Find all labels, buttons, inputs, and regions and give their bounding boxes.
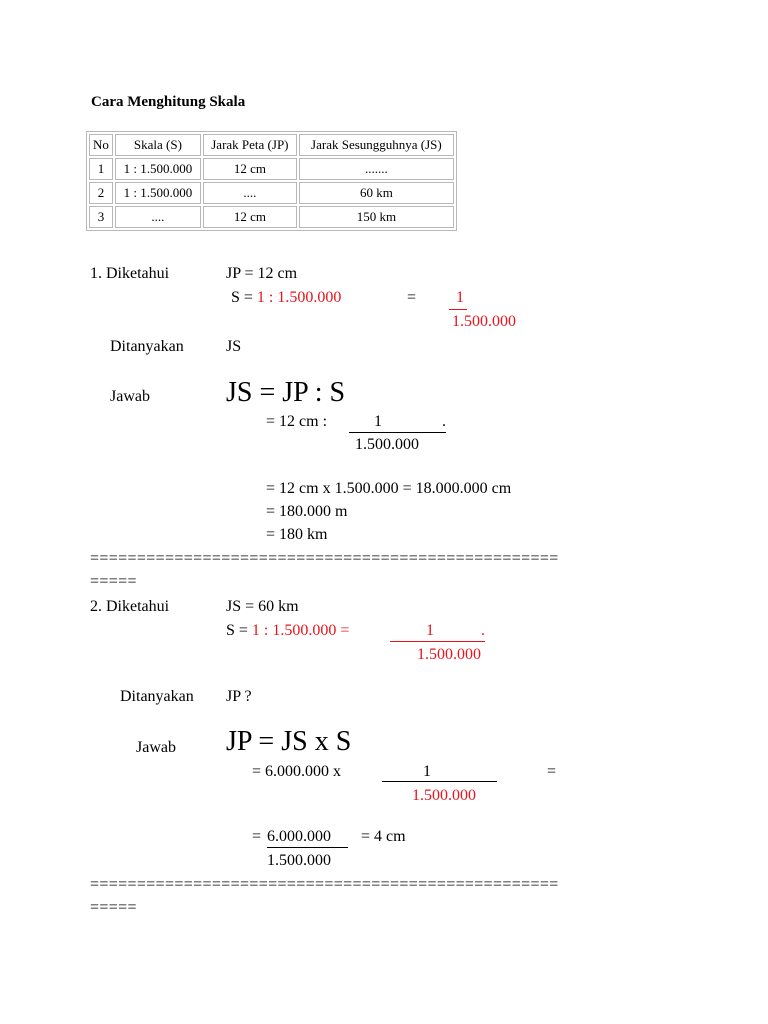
- p1-step1-den: 1.500.000: [355, 436, 419, 453]
- p2-asked: JP ?: [226, 688, 252, 705]
- p1-label-jawab: Jawab: [110, 388, 150, 405]
- scale-table: [86, 131, 457, 231]
- p1-s-value: 1 : 1.500.000: [256, 289, 342, 306]
- p2-frac-den: 1.500.000: [417, 646, 481, 663]
- table-cell: 3: [89, 206, 113, 228]
- table-cell: .......: [299, 158, 454, 180]
- p2-step2-den: 1.500.000: [267, 852, 331, 869]
- p2-step1-num: 1: [423, 763, 431, 780]
- p1-asked: JS: [226, 338, 242, 355]
- separator-2a: ==================================================: [90, 876, 559, 893]
- separator-1a: ==================================================: [90, 550, 559, 567]
- p2-label-ditanyakan: Ditanyakan: [120, 688, 194, 705]
- page-title: Cara Menghitung Skala: [91, 94, 246, 110]
- p1-s-line: [231, 289, 341, 307]
- p1-formula: JS = JP : S: [226, 377, 346, 408]
- p1-step1-dot: .: [442, 413, 446, 430]
- p1-step1-num: 1: [374, 413, 382, 430]
- p2-step1-prefix: = 6.000.000 x: [252, 763, 342, 780]
- p2-s-value: 1 : 1.500.000 =: [251, 622, 350, 639]
- p2-step2-result: = 4 cm: [361, 828, 406, 845]
- table-row: [89, 206, 454, 228]
- p1-s-prefix: S =: [231, 289, 257, 306]
- table-cell: 1 : 1.500.000: [115, 182, 201, 204]
- p1-step3: = 180.000 m: [266, 503, 348, 520]
- p2-js-given: JS = 60 km: [226, 598, 299, 615]
- table-row: [89, 182, 454, 204]
- table-cell: 60 km: [299, 182, 454, 204]
- table-header-row: [89, 134, 454, 156]
- table-cell: ....: [115, 206, 201, 228]
- p2-frac-bar: [390, 641, 485, 642]
- p2-s-prefix: S =: [226, 622, 252, 639]
- table-cell: 12 cm: [203, 206, 297, 228]
- p1-jp-given: JP = 12 cm: [226, 265, 298, 282]
- p2-step1-eq: =: [547, 763, 557, 780]
- table-row: [89, 158, 454, 180]
- table-cell: 1 : 1.500.000: [115, 158, 201, 180]
- table-cell: ....: [203, 182, 297, 204]
- table-cell: 150 km: [299, 206, 454, 228]
- table-cell: 1: [89, 158, 113, 180]
- p1-frac-den: 1.500.000: [452, 313, 516, 330]
- p1-step2: = 12 cm x 1.500.000 = 18.000.000 cm: [266, 480, 512, 497]
- p2-formula: JP = JS x S: [226, 726, 352, 757]
- header-jarak-sesungguhnya: Jarak Sesungguhnya (JS): [299, 134, 454, 156]
- p2-label-jawab: Jawab: [136, 739, 176, 756]
- header-skala: Skala (S): [115, 134, 201, 156]
- p1-step4: = 180 km: [266, 526, 328, 543]
- p2-frac-dot: .: [481, 622, 485, 639]
- p1-step1-prefix: = 12 cm :: [266, 413, 328, 430]
- p2-step2-num: 6.000.000: [267, 828, 331, 845]
- p1-frac-num: 1: [456, 289, 464, 306]
- header-jarak-peta: Jarak Peta (JP): [203, 134, 297, 156]
- separator-2b: =====: [90, 899, 137, 916]
- p1-label-ditanyakan: Ditanyakan: [110, 338, 184, 355]
- p2-step2-bar: [267, 847, 348, 848]
- p2-step1-bar: [382, 781, 497, 782]
- p2-step1-den: 1.500.000: [412, 787, 476, 804]
- p1-label-diketahui: 1. Diketahui: [90, 265, 170, 282]
- separator-1b: =====: [90, 573, 137, 590]
- p1-eq-sign: =: [407, 289, 417, 306]
- p2-frac-num: 1: [426, 622, 434, 639]
- p2-label-diketahui: 2. Diketahui: [90, 598, 170, 615]
- table-cell: 12 cm: [203, 158, 297, 180]
- p2-step2-prefix: =: [252, 828, 262, 845]
- header-no: No: [89, 134, 113, 156]
- p1-step1-bar: [349, 432, 446, 433]
- p1-frac-bar: [449, 309, 467, 310]
- table-cell: 2: [89, 182, 113, 204]
- p2-s-line: [226, 622, 349, 640]
